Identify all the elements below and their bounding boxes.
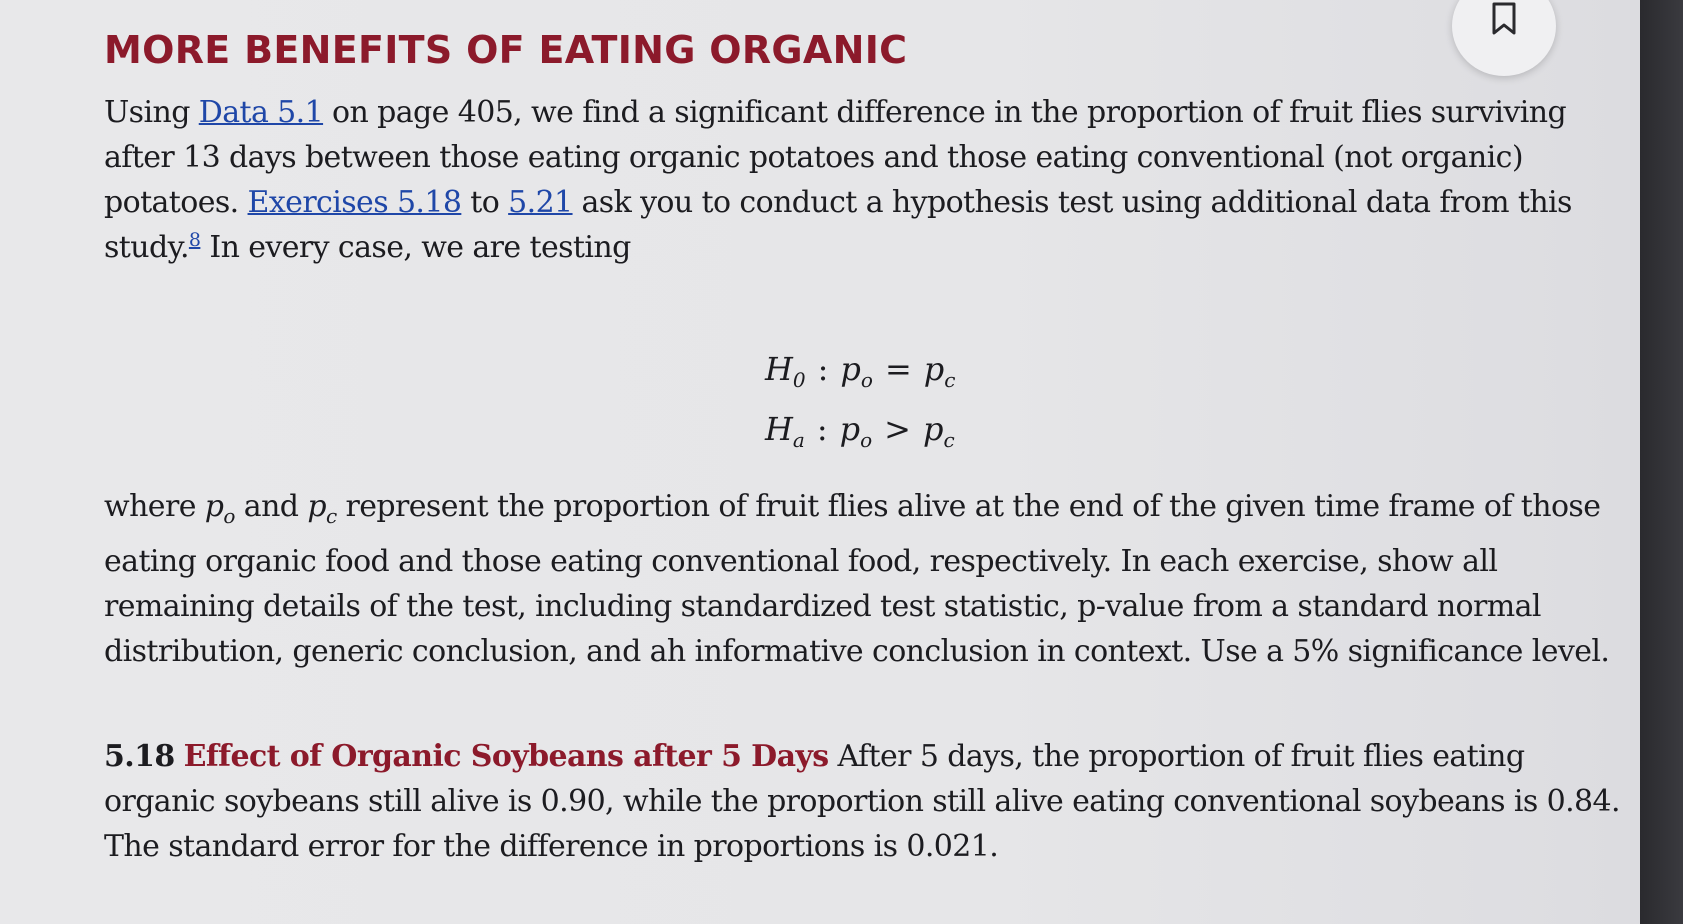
p-c-variable: $p_c$ [307,489,337,528]
exercise-5-21-link[interactable]: 5.21 [508,185,573,220]
footnote-8-link[interactable]: 8 [188,229,201,251]
section-heading: MORE BENEFITS OF EATING ORGANIC [104,28,908,72]
intro-text-4: ask you to conduct a hypothesis test using additional data from this study. [104,185,1572,265]
exercises-5-18-link[interactable]: Exercises 5.18 [247,185,462,220]
exercise-title: Effect of Organic Soybeans after 5 Days [183,739,829,774]
where-paragraph: where $p_o$ and $p_c$ represent the proportion of fruit flies alive at the end of the given time frame of those eating organic food and those eating conventional food, respectively. In each exercise, show all remaining details of the test, including standardized test statistic, p-value from a standard normal distribution, generic conclusion, and ah informative conclusion in context. Use a 5% significance level. [104,489,1610,669]
intro-text-5: In every case, we are testing [200,230,631,265]
intro-text-2: on page 405, we find a significant difference in the proportion of fruit flies surviving after 13 days between those eating organic potatoes and those eating conventional (not organic) potatoes. [104,95,1567,220]
exercise-number: 5.18 [104,739,175,774]
bookmark-icon [1491,2,1517,36]
screen-bezel [1640,0,1683,924]
data-5-1-link[interactable]: Data 5.1 [198,95,324,130]
null-hypothesis: $H_0$ : $p_o = p_c$ [765,350,956,392]
intro-paragraph [104,90,1624,270]
exercise-5-18 [104,734,1624,869]
p-o-variable: $p_o$ [204,489,235,528]
intro-text-3: to [461,185,509,220]
exercise-body: After 5 days, the proportion of fruit flies eating organic soybeans still alive is 0.90, while the proportion still alive eating conventional soybeans is 0.84. The standard error for the difference in proportions is 0.021. [104,739,1620,864]
intro-text-1: Using [104,95,199,130]
alternative-hypothesis: $H_a$ : $p_o > p_c$ [765,410,955,452]
